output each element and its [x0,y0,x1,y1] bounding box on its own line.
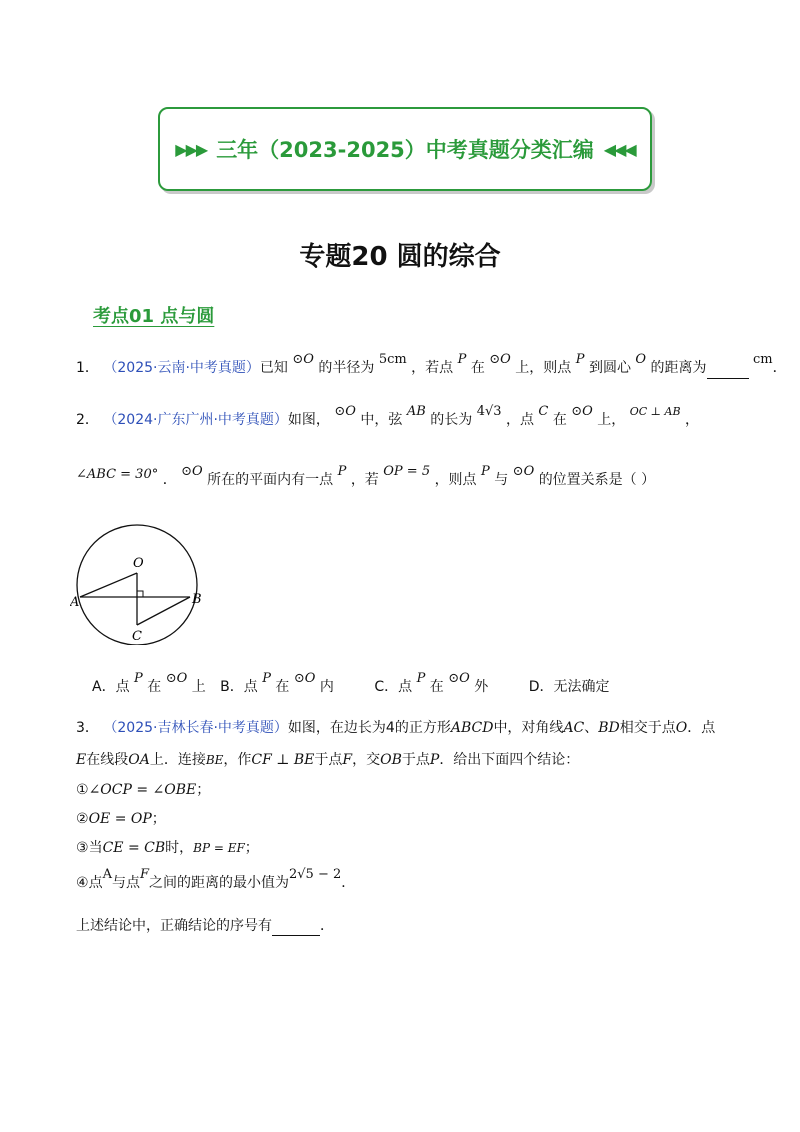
option-d[interactable]: D．无法确定 [528,679,610,695]
conclusion-4 [76,867,356,894]
q1-radius: 5cm [378,352,407,367]
q3-ac: AC [563,720,585,736]
q2-text: ，若 [350,472,379,488]
q1-point-p: P [457,352,467,367]
option-b-text: B．点 [220,679,258,695]
c1-end: ； [196,782,211,798]
q2-circle-o: ⊙O [571,404,593,419]
c3-math: CE = CB [102,840,166,856]
banner-text: 三年（2023-2025）中考真题分类汇编 [216,138,594,162]
option-b[interactable] [220,671,334,698]
q2-circle-o: ⊙O [334,404,356,419]
q3-text: ，作 [223,752,252,768]
option-a-text: A．点 [92,679,130,695]
q3-perp: CF ⊥ BE [251,752,315,768]
banner-left-arrows: ▶▶▶ [175,139,207,159]
question-3-line-2 [76,750,579,770]
c3-number: ③ [76,840,89,856]
option-b-text: 在 [275,679,290,695]
q3-final-end: ． [320,918,334,934]
option-b-p: P [262,671,271,686]
option-a-circle: ⊙O [165,671,188,686]
q3-text: 中，对角线 [493,720,564,736]
q1-text: 的半径为 [318,360,375,376]
q3-square: ABCD [450,720,494,736]
right-angle-mark [137,591,143,597]
q3-final-text: 上述结论中，正确结论的序号有 [76,918,272,934]
q2-chord-ab: AB [406,404,426,419]
q2-point-p: P [337,464,347,479]
c4-number: ④ [76,875,89,891]
option-a[interactable] [92,671,206,698]
q2-circle-o: ⊙O [181,464,203,479]
label-o: O [133,556,144,571]
q2-text: 如图， [287,412,330,428]
c4-text: 点 [88,875,103,891]
q1-source: （2025·云南·中考真题） [103,360,260,376]
option-c-p: P [416,671,426,686]
c4-text: 之间的距离的最小值为 [148,875,289,891]
q2-text: 在 [552,412,567,428]
q1-text: 到圆心 [588,360,631,376]
q3-text: 、 [584,720,599,736]
conclusion-1 [76,780,210,800]
q3-text: 于点 [314,752,343,768]
section-heading: 考点01 点与圆 [93,306,215,327]
q3-oa: OA [128,752,150,768]
q3-source: （2025·吉林长春·中考真题） [103,720,288,736]
option-c-text: 在 [429,679,444,695]
q1-text: 上，则点 [515,360,572,376]
q3-f: F [342,752,353,768]
c1-number: ① [76,782,89,798]
q2-text: ，点 [505,412,534,428]
q3-answer-blank[interactable] [272,921,320,936]
q2-text: ， [685,412,700,428]
q1-text: 在 [470,360,485,376]
c2-number: ② [76,811,89,827]
conclusion-3 [76,838,259,858]
q1-text: ． [772,360,787,376]
q3-p: P [429,752,440,768]
segment-cb [137,597,190,625]
option-b-circle: ⊙O [293,671,316,686]
c3-text: 时， [165,840,194,856]
q2-point-p: P [481,464,490,479]
option-a-p: P [134,671,143,686]
banner-right-arrows: ◀◀◀ [603,139,635,159]
q2-text: 的长为 [430,412,473,428]
question-1 [76,352,787,379]
q2-length: 4√3 [476,404,502,419]
q3-bd: BD [598,720,620,736]
label-c: C [132,629,142,644]
q2-text: ，则点 [434,472,477,488]
q3-text: ．给出下面四个结论： [439,752,580,768]
q1-circle-o: ⊙O [292,352,314,367]
q3-text: 如图，在边长为4的正方形 [287,720,451,736]
q3-o: O [675,720,688,736]
c4-end: ． [341,875,356,891]
q2-text: 上， [597,412,626,428]
q2-circle-o: ⊙O [512,464,535,479]
question-2-line-2 [76,464,656,491]
q1-text: 已知 [259,360,288,376]
q2-options [92,671,610,698]
c4-f: F [139,867,149,882]
label-a: A [70,595,80,610]
q1-answer-blank[interactable] [707,364,749,379]
q3-e: E [76,752,87,768]
label-b: B [192,592,202,607]
q2-angle: ∠ABC = 30° [76,467,159,482]
c4-a: A [102,867,112,882]
q2-perpendicular: OC ⊥ AB [629,405,681,418]
option-c-text: 外 [474,679,489,695]
q3-text: 于点 [401,752,430,768]
q2-text: 的位置关系是（ ） [538,472,656,488]
q3-be: BE [205,753,224,767]
q3-text: ．点 [687,720,716,736]
q2-point-c: C [538,404,549,419]
q2-source: （2024·广东广州·中考真题） [103,412,288,428]
segment-oa [80,573,137,597]
q3-text: 相交于点 [619,720,676,736]
question-3 [76,718,715,738]
q3-ob: OB [380,752,402,768]
option-a-text: 上 [191,679,206,695]
circle-figure [70,515,210,645]
c3-end: ； [244,840,259,856]
q2-text: 与 [494,472,509,488]
q2-op: OP = 5 [383,464,431,479]
q1-point-p: P [575,352,585,367]
q2-text: ． [162,472,177,488]
page-title: 专题20 圆的综合 [299,242,501,272]
c2-math: OE = OP [88,811,152,827]
q1-point-o: O [635,352,647,367]
conclusion-2 [76,809,166,829]
q3-text: ，交 [352,752,381,768]
option-c[interactable] [374,671,489,698]
header-banner [158,107,652,191]
q1-number: 1． [76,360,99,376]
c1-math: ∠OCP = ∠OBE [88,782,197,798]
q3-number: 3． [76,720,99,736]
q1-text: ，若点 [411,360,454,376]
c2-end: ； [151,811,166,827]
c3-math-b: BP = EF [193,841,245,855]
q1-circle-o: ⊙O [489,352,511,367]
q1-unit: cm [752,352,773,367]
q2-text: 中，弦 [360,412,403,428]
q2-text: 所在的平面内有一点 [207,472,334,488]
question-2 [76,404,700,431]
q1-text: 的距离为 [650,360,707,376]
q3-text: 上．连接 [149,752,206,768]
c4-text: 与点 [111,875,140,891]
c3-text: 当 [88,840,103,856]
option-c-text: C．点 [374,679,413,695]
option-c-circle: ⊙O [448,671,470,686]
c4-value: 2√5 − 2 [288,867,342,882]
option-a-text: 在 [147,679,162,695]
option-b-text: 内 [319,679,334,695]
question-3-final [76,916,334,936]
q3-text: 在线段 [86,752,129,768]
q2-number: 2． [76,412,99,428]
